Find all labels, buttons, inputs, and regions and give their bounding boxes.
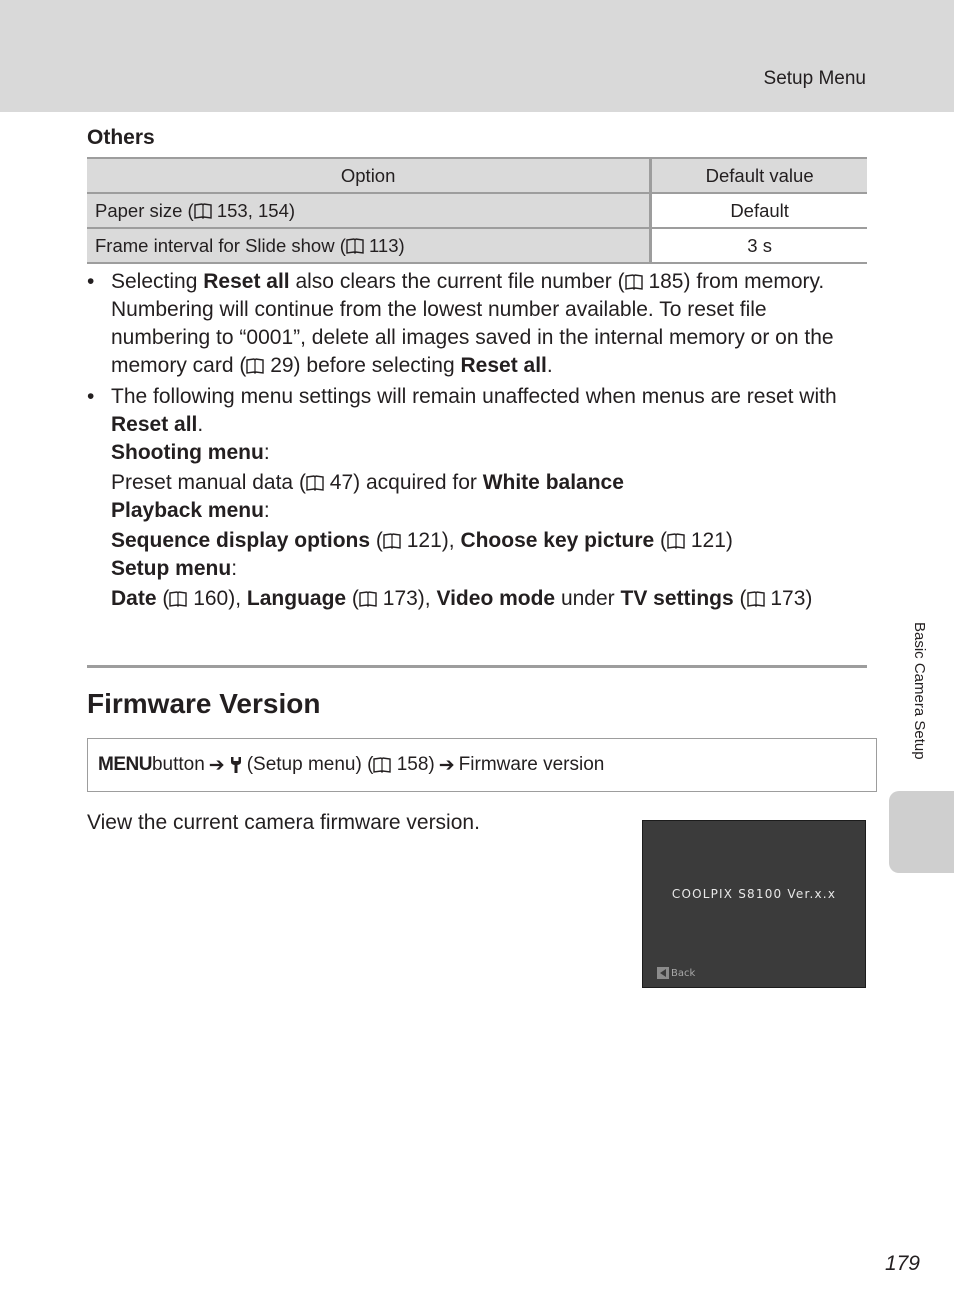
text: (	[370, 529, 383, 552]
page-number: 179	[884, 1252, 920, 1275]
others-table	[87, 157, 867, 264]
text: (	[346, 587, 359, 610]
text: The following menu settings will remain unaffected when menus are reset with	[111, 385, 837, 408]
text: .	[197, 413, 204, 436]
text: 173)	[770, 587, 813, 610]
bold-term: Date	[111, 587, 157, 610]
book-icon	[383, 533, 401, 549]
text: under	[555, 587, 621, 610]
arrow-right-icon: ➔	[208, 754, 225, 776]
bold-term: Setup menu	[111, 557, 232, 580]
value-cell: Default	[651, 193, 867, 228]
text: Preset manual data (	[111, 471, 306, 494]
option-cell	[87, 228, 651, 263]
section-divider	[87, 665, 867, 668]
firmware-version-text: COOLPIX S8100 Ver.x.x	[671, 887, 837, 901]
bold-term: White balance	[482, 471, 624, 494]
text: 121),	[406, 529, 461, 552]
note-unaffected-settings	[87, 383, 867, 613]
book-icon	[373, 757, 391, 773]
text: :	[231, 557, 238, 580]
shooting-menu-heading	[111, 439, 867, 467]
book-icon	[359, 591, 377, 607]
option-text: Paper size (	[95, 199, 194, 221]
text: 47) acquired for	[329, 471, 483, 494]
book-icon	[747, 591, 765, 607]
column-header-default: Default value	[651, 158, 867, 193]
menu-path-ref: 158)	[396, 754, 435, 775]
section-title-firmware: Firmware Version	[87, 688, 321, 719]
bold-term: Reset all	[111, 413, 198, 436]
text: 29) before selecting	[270, 354, 461, 377]
arrow-right-icon: ➔	[438, 754, 455, 776]
bold-term: Video mode	[436, 587, 556, 610]
menu-path-button: button	[151, 754, 205, 775]
back-button[interactable]	[657, 967, 695, 979]
section-label-others: Others	[87, 126, 155, 149]
text: also clears the current file number (	[289, 270, 625, 293]
bold-term: Language	[246, 587, 347, 610]
text: 173),	[382, 587, 437, 610]
option-ref: 113)	[369, 234, 405, 256]
text: (	[156, 587, 170, 610]
setup-menu-heading	[111, 555, 867, 583]
option-ref: 153, 154)	[216, 199, 296, 221]
book-icon	[625, 274, 643, 290]
header-title: Setup Menu	[763, 68, 866, 89]
firmware-description: View the current camera firmware version.	[87, 811, 480, 834]
bold-term: Reset all	[460, 354, 547, 377]
text: :	[263, 499, 270, 522]
wrench-icon	[229, 756, 243, 774]
playback-menu-detail	[111, 527, 867, 555]
text: Selecting	[111, 270, 204, 293]
setup-menu-detail	[111, 585, 867, 613]
shooting-menu-detail	[111, 469, 867, 497]
notes-list	[87, 268, 867, 613]
column-header-option: Option	[87, 158, 651, 193]
menu-path-target: Firmware version	[458, 754, 605, 775]
book-icon	[246, 358, 264, 374]
menu-path-setup: (Setup menu) (	[246, 754, 374, 775]
side-tab	[889, 791, 954, 873]
text: 160),	[193, 587, 247, 610]
value-cell: 3 s	[651, 228, 867, 263]
table-row	[87, 193, 867, 228]
menu-button-icon: MENU	[98, 754, 152, 775]
option-text: Frame interval for Slide show (	[95, 234, 346, 256]
header-band	[0, 0, 954, 112]
text: 185) from memory. Numbering will continue from the lowest number available. To reset file numbering to “0001”, delete all images saved in the internal memory or on the memory card (	[111, 270, 834, 377]
text: (	[733, 587, 747, 610]
playback-menu-heading	[111, 497, 867, 525]
book-icon	[667, 533, 685, 549]
option-cell	[87, 193, 651, 228]
text: (	[654, 529, 667, 552]
side-tab-label: Basic Camera Setup	[911, 622, 928, 760]
note-reset-file-number	[87, 268, 867, 380]
bold-term: Playback menu	[111, 499, 264, 522]
book-icon	[306, 475, 324, 491]
text: .	[546, 354, 553, 377]
text: 121)	[690, 529, 733, 552]
back-icon	[657, 967, 669, 979]
bold-term: Shooting menu	[111, 441, 264, 464]
camera-screen	[642, 820, 866, 988]
book-icon	[194, 203, 212, 219]
bold-term: Choose key picture	[460, 529, 655, 552]
bold-term: Reset all	[203, 270, 290, 293]
menu-path-box	[87, 738, 877, 792]
text: :	[263, 441, 270, 464]
table-header-row	[87, 158, 867, 193]
bold-term: Sequence display options	[111, 529, 371, 552]
back-label: Back	[671, 967, 696, 979]
table-row	[87, 228, 867, 263]
book-icon	[346, 238, 364, 254]
book-icon	[169, 591, 187, 607]
bold-term: TV settings	[620, 587, 734, 610]
